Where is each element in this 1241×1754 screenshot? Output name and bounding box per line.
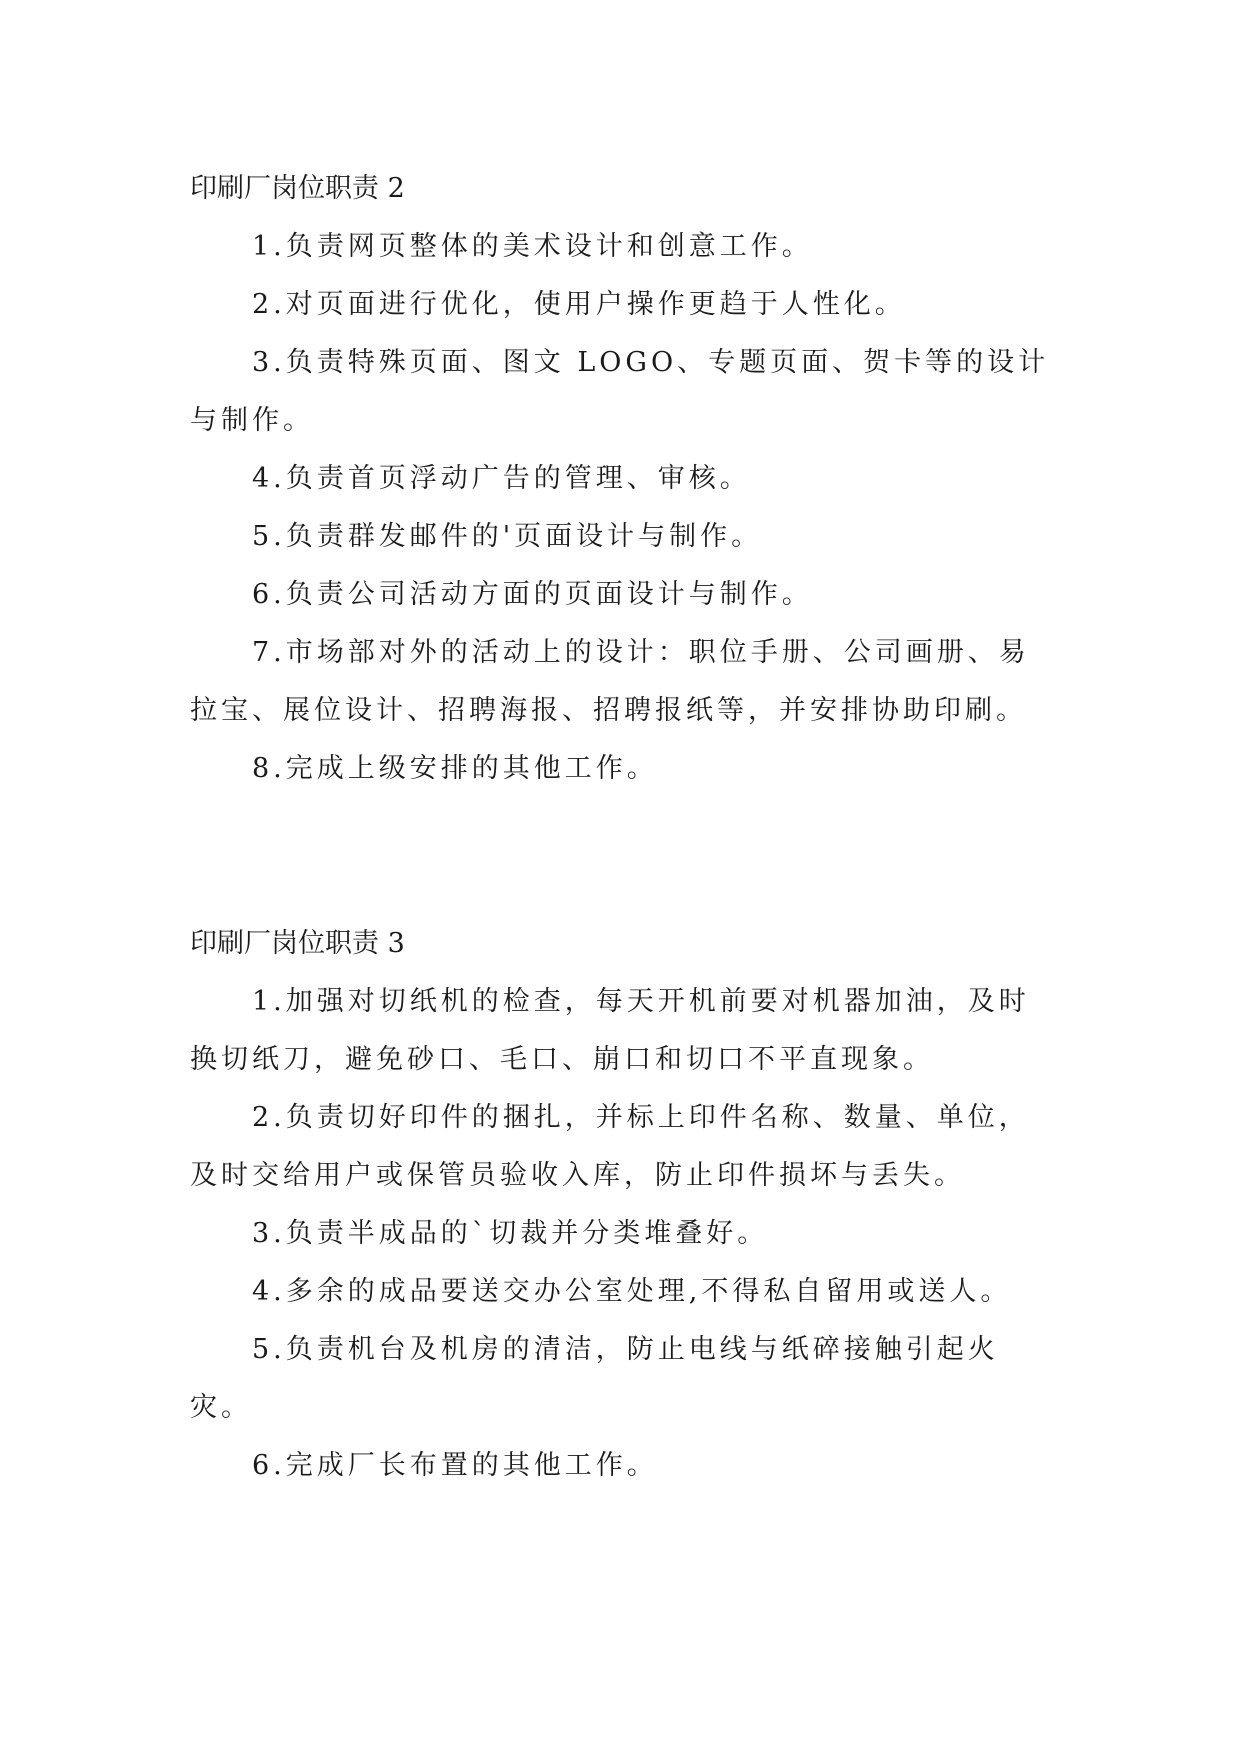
duty-item: 5.负责机台及机房的清洁，防止电线与纸碎接触引起火灾。 (190, 1334, 999, 1423)
duty-item: 1.加强对切纸机的检查，每天开机前要对机器加油，及时换切纸刀，避免砂口、毛口、崩口和切口不平直现象。 (190, 986, 1030, 1075)
duty-item: 2.负责切好印件的捆扎，并标上印件名称、数量、单位，及时交给用户或保管员验收入库，防止印件损坏与丢失。 (190, 1102, 1030, 1191)
duty-item: 4.多余的成品要送交办公室处理,不得私自留用或送人。 (252, 1276, 1012, 1307)
duty-item: 8.完成上级安排的其他工作。 (252, 753, 658, 784)
duty-item: 6.负责公司活动方面的页面设计与制作。 (252, 579, 813, 610)
section-title: 印刷厂岗位职责 2 (190, 173, 405, 204)
section-duties-3 (190, 915, 1050, 1495)
duty-item: 2.对页面进行优化，使用户操作更趋于人性化。 (252, 289, 906, 320)
duty-item: 6.完成厂长布置的其他工作。 (252, 1450, 658, 1481)
duty-item: 3.负责特殊页面、图文 LOGO、专题页面、贺卡等的设计与制作。 (190, 347, 1050, 436)
duty-item: 3.负责半成品的`切裁并分类堆叠好。 (252, 1218, 769, 1249)
duty-item: 5.负责群发邮件的'页面设计与制作。 (252, 521, 763, 552)
section-duties-2 (190, 160, 1050, 798)
section-title: 印刷厂岗位职责 3 (190, 928, 405, 959)
duty-item: 1.负责网页整体的美术设计和创意工作。 (252, 231, 813, 262)
duty-item: 4.负责首页浮动广告的管理、审核。 (252, 463, 751, 494)
duty-item: 7.市场部对外的活动上的设计：职位手册、公司画册、易拉宝、展位设计、招聘海报、招聘报纸等，并安排协助印刷。 (190, 637, 1030, 726)
